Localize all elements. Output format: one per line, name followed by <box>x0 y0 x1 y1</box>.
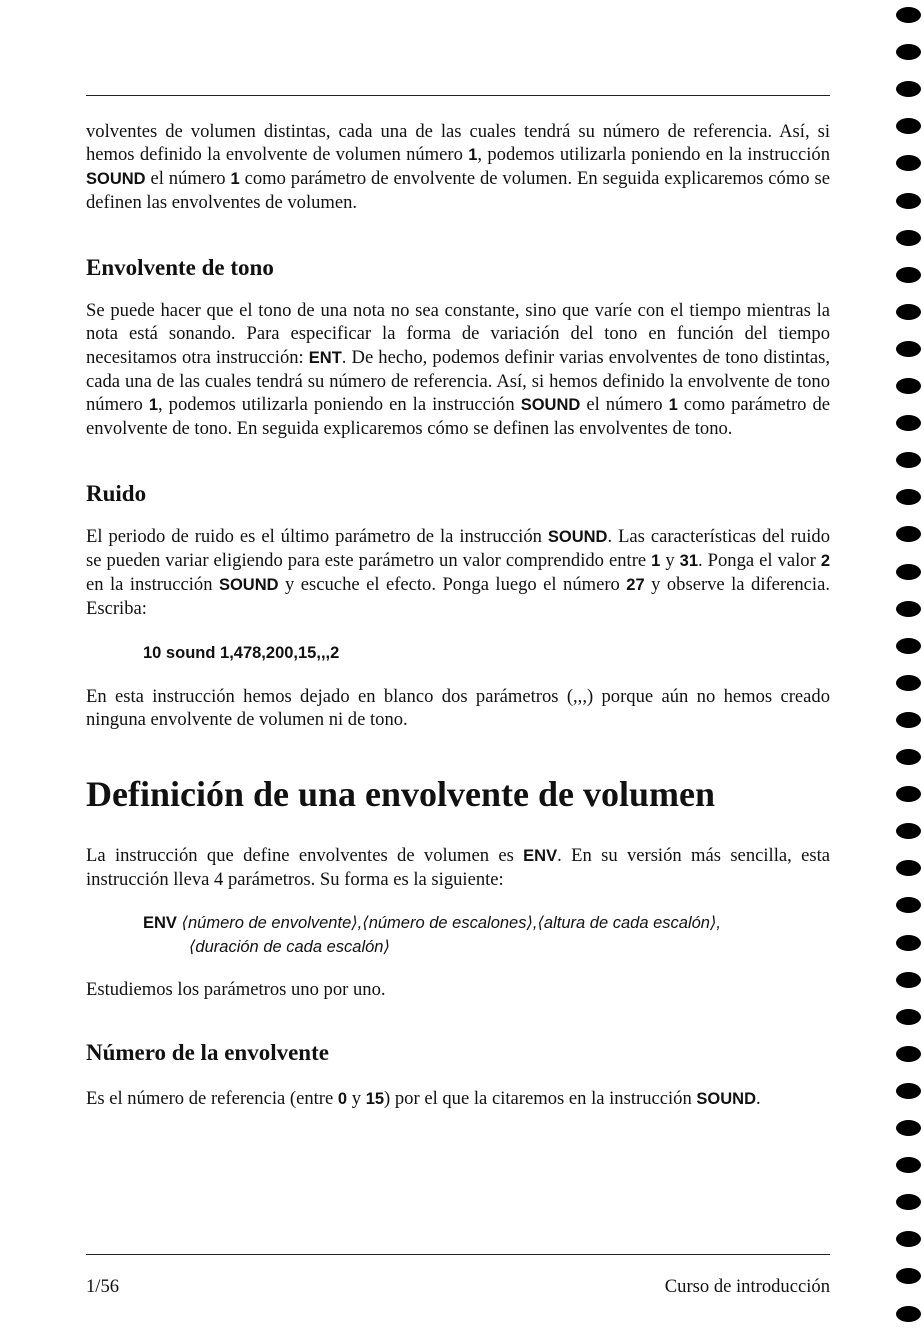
heading-envolvente-tono: Envolvente de tono <box>86 255 274 281</box>
binder-hole <box>896 1231 921 1247</box>
binder-hole <box>896 860 921 876</box>
book-title: Curso de introducción <box>664 1276 830 1297</box>
binder-hole <box>896 1120 921 1136</box>
binder-hole <box>896 415 921 431</box>
heading-numero-envolvente: Número de la envolvente <box>86 1039 329 1065</box>
paragraph-parametros-blanco: En esta instrucción hemos dejado en blanco dos parámetros (,,,) porque aún no hemos creado ninguna envolvente de volumen ni de tono. <box>86 686 830 731</box>
binder-hole <box>896 155 921 171</box>
paragraph-ruido: El periodo de ruido es el último parámetro de la instrucción SOUND. Las características del ruido se pueden variar eligiendo para este parámetro un valor comprendido entre 1 y 31. Ponga el valor 2 en la instrucción SOUND y escuche el efecto. Ponga luego el número 27 y observe la diferencia. Escriba: <box>86 525 830 620</box>
binder-hole <box>896 638 921 654</box>
env-syntax-line-1: ENV ⟨número de envolvente⟩,⟨número de escalones⟩,⟨altura de cada escalón⟩, <box>143 913 721 932</box>
binder-hole <box>896 1157 921 1173</box>
footer-rule <box>86 1254 830 1255</box>
binder-hole <box>896 341 921 357</box>
binder-hole <box>896 81 921 97</box>
paragraph-estudiemos: Estudiemos los parámetros uno por uno. <box>86 978 386 1000</box>
header-rule <box>86 95 830 96</box>
binder-hole <box>896 675 921 691</box>
binder-hole <box>896 712 921 728</box>
binder-hole <box>896 378 921 394</box>
binder-hole <box>896 489 921 505</box>
binder-holes <box>894 0 924 1334</box>
binder-hole <box>896 749 921 765</box>
paragraph-env: La instrucción que define envolventes de volumen es ENV. En su versión más sencilla, esta instrucción lleva 4 parámetros. Su forma es la siguiente: <box>86 844 831 890</box>
binder-hole <box>896 267 921 283</box>
binder-hole <box>896 972 921 988</box>
binder-hole <box>896 1083 921 1099</box>
heading-definicion-envolvente: Definición de una envolvente de volumen <box>86 773 716 814</box>
paragraph-numero: Es el número de referencia (entre 0 y 15) por el que la citaremos en la instrucción SOUND. <box>86 1087 761 1109</box>
page-body <box>86 120 830 1111</box>
binder-hole <box>896 1009 921 1025</box>
binder-hole <box>896 118 921 134</box>
binder-hole <box>896 526 921 542</box>
binder-hole <box>896 1268 921 1284</box>
env-syntax <box>143 911 830 959</box>
binder-hole <box>896 7 921 23</box>
binder-hole <box>896 1306 921 1322</box>
binder-hole <box>896 564 921 580</box>
heading-ruido: Ruido <box>86 480 147 506</box>
paragraph-tono: Se puede hacer que el tono de una nota no sea constante, sino que varíe con el tiempo mientras la nota está sonando. Para especificar la forma de variación del tono en función del tiempo necesitamos otra instrucción: ENT. De hecho, podemos definir varias envolventes de tono distintas, cada una de las cuales tendrá su número de referencia. Así, si hemos definido la envolvente de tono número 1, podemos utilizarla poniendo en la instrucción SOUND el número 1 como parámetro de envolvente de tono. En seguida explicaremos cómo se definen las envolventes de tono. <box>86 300 830 439</box>
binder-hole <box>896 230 921 246</box>
binder-hole <box>896 786 921 802</box>
paragraph-intro: volventes de volumen distintas, cada una de las cuales tendrá su número de referencia. Así, si hemos definido la envolvente de volumen número 1, podemos utilizarla poniendo en la instrucción SOUND el número 1 como parámetro de envolvente de volumen. En seguida explicaremos cómo se definen las envolventes de volumen. <box>86 121 830 214</box>
binder-hole <box>896 1194 921 1210</box>
env-keyword: ENV <box>143 913 177 932</box>
binder-hole <box>896 193 921 209</box>
binder-hole <box>896 935 921 951</box>
binder-hole <box>896 823 921 839</box>
binder-hole <box>896 304 921 320</box>
binder-hole <box>896 897 921 913</box>
binder-hole <box>896 1046 921 1062</box>
page-number: 1/56 <box>86 1276 120 1297</box>
code-example: 10 sound 1,478,200,15,,,2 <box>143 644 340 663</box>
binder-hole <box>896 601 921 617</box>
binder-hole <box>896 44 921 60</box>
binder-hole <box>896 452 921 468</box>
env-syntax-line-2: ⟨duración de cada escalón⟩ <box>189 937 390 956</box>
